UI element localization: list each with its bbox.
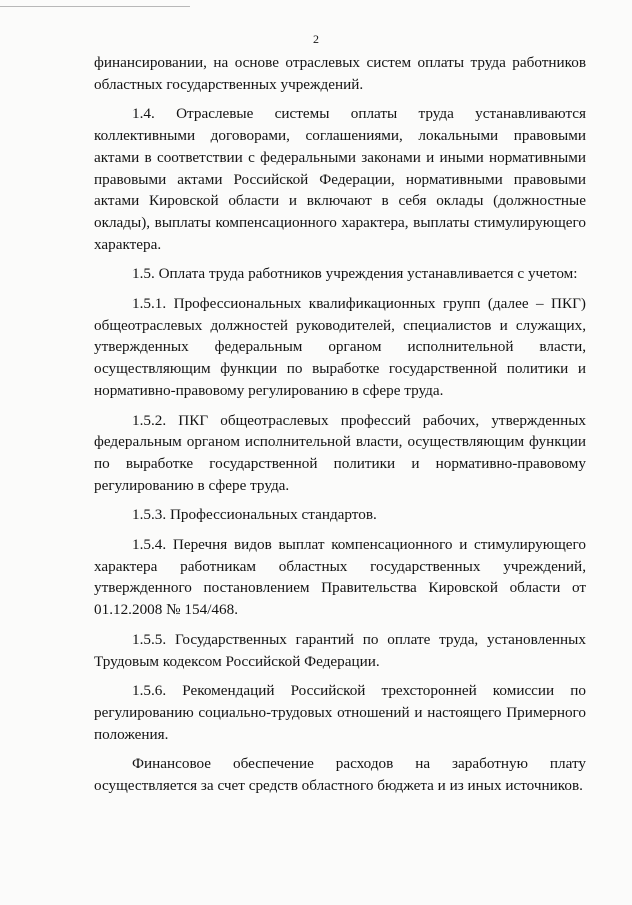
scan-edge-line [0, 6, 190, 7]
document-body [94, 52, 586, 805]
paragraph-continuation: финансировании, на основе отраслевых систем оплаты труда работников областных государственных учреждений. [94, 54, 586, 93]
paragraph-1-5-5: 1.5.5. Государственных гарантий по оплате труда, установленных Трудовым кодексом Российской Федерации. [94, 630, 586, 670]
paragraph-1-5-4: 1.5.4. Перечня видов выплат компенсационного и стимулирующего характера работникам областных государственных учреждений, утвержденного постановлением Правительства Кировской области от 01.12.2008 № 154/468. [94, 536, 586, 619]
paragraph-1-5-2: 1.5.2. ПКГ общеотраслевых профессий рабочих, утвержденных федеральным органом исполнительной власти, осуществляющим функции по выработке государственной политики и нормативно-правовому регулированию в сфере труда. [94, 411, 586, 494]
paragraph-1-5-3: 1.5.3. Профессиональных стандартов. [132, 506, 377, 524]
paragraph-financing: Финансовое обеспечение расходов на заработную плату осуществляется за счет средств областного бюджета и из иных источников. [94, 755, 586, 795]
paragraph-1-5-6: 1.5.6. Рекомендаций Российской трехсторонней комиссии по регулированию социально-трудовых отношений и настоящего Примерного положения. [94, 682, 586, 743]
paragraph-1-5-1: 1.5.1. Профессиональных квалификационных групп (далее – ПКГ) общеотраслевых должностей руководителей, специалистов и служащих, утвержденных федеральным органом исполнительной власти, осуществляющим функции по выработке государственной политики и нормативно-правовому регулированию в сфере труда. [94, 295, 586, 399]
paragraph-1-5: 1.5. Оплата труда работников учреждения устанавливается с учетом: [132, 265, 578, 283]
page-number: 2 [313, 32, 319, 46]
paragraph-1-4: 1.4. Отраслевые системы оплаты труда устанавливаются коллективными договорами, соглашениями, локальными правовыми актами в соответствии с федеральными законами и иными нормативными правовыми актами Российской Федерации, нормативными правовыми актами Кировской области и включают в себя оклады (должностные оклады), выплаты компенсационного характера, выплаты стимулирующего характера. [94, 105, 586, 253]
